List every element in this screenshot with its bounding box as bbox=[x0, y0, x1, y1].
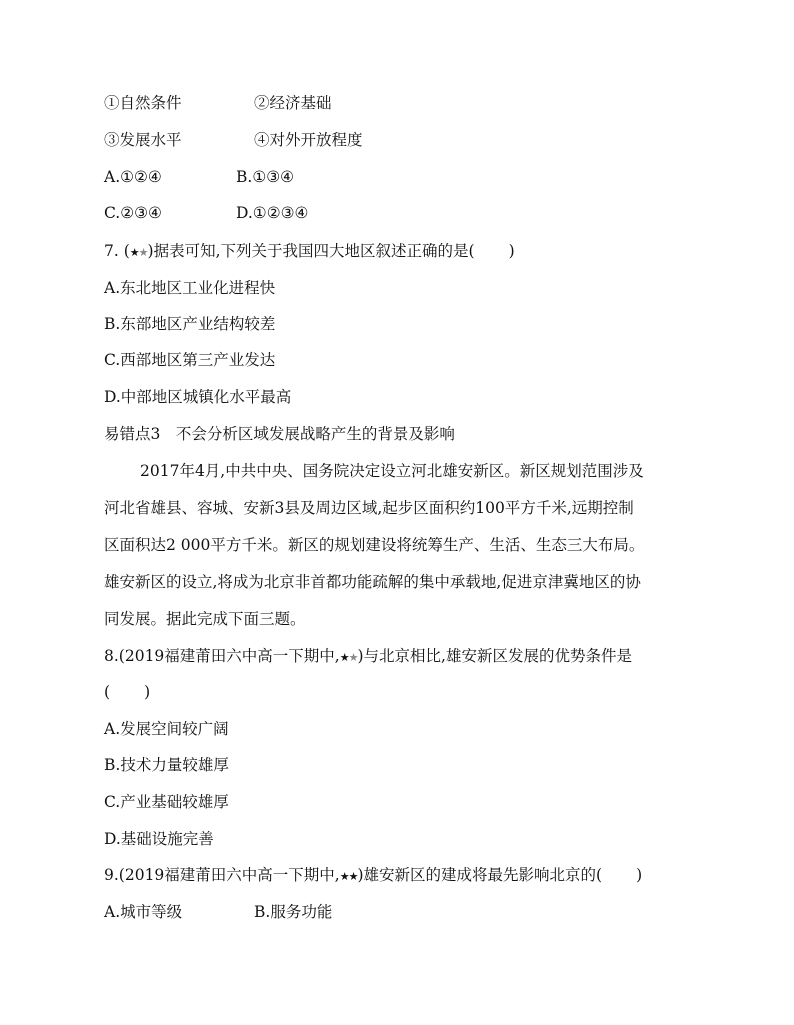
passage-line-3: 区面积达2 000平方千米。新区的规划建设将统筹生产、生活、生态三大布局。 bbox=[104, 536, 645, 554]
q8-stem: )与北京相比,雄安新区发展的优势条件是 bbox=[357, 647, 632, 665]
bracket-open: ( bbox=[104, 683, 111, 701]
q7-number: 7. bbox=[104, 242, 119, 260]
star-rating-icon: ★★ bbox=[339, 651, 358, 664]
q7-stem: 据表可知,下列关于我国四大地区叙述正确的是( bbox=[153, 242, 475, 260]
passage-line-2: 河北省雄县、容城、安新3县及周边区域,起步区面积约100平方千米,远期控制 bbox=[104, 499, 634, 517]
q7-close: ) bbox=[508, 242, 515, 260]
q7-difficulty: (★★) bbox=[123, 242, 154, 260]
q9-choice-a: A.城市等级 bbox=[104, 903, 183, 921]
q9-stem: )雄安新区的建成将最先影响北京的( bbox=[357, 866, 603, 884]
q8-choice-c: C.产业基础较雄厚 bbox=[104, 793, 229, 811]
q6-opt1: ①自然条件 bbox=[104, 94, 182, 112]
q9-stem-line bbox=[104, 864, 642, 888]
star-rating-icon: ★★ bbox=[129, 246, 148, 259]
q8-answer-bracket bbox=[104, 681, 150, 703]
passage-line-5: 同发展。据此完成下面三题。 bbox=[104, 610, 306, 628]
q8-number: 8. bbox=[104, 647, 119, 665]
q6-choice-a: A.①②④ bbox=[104, 168, 162, 186]
q7-choice-b: B.东部地区产业结构较差 bbox=[104, 315, 276, 333]
q7-choice-c: C.西部地区第三产业发达 bbox=[104, 351, 276, 369]
q8-choice-b: B.技术力量较雄厚 bbox=[104, 756, 229, 774]
q8-source: (2019福建莆田六中高一下期中, bbox=[118, 647, 340, 665]
q6-option-row-1 bbox=[104, 92, 182, 114]
q9-source: (2019福建莆田六中高一下期中, bbox=[118, 866, 340, 884]
q6-choice-d: D.①②③④ bbox=[236, 204, 309, 222]
q8-choice-d: D.基础设施完善 bbox=[104, 830, 214, 848]
q6-opt2: ②经济基础 bbox=[254, 94, 332, 112]
q6-choice-c: C.②③④ bbox=[104, 204, 162, 222]
star-rating-icon: ★★ bbox=[339, 870, 358, 883]
q7-choice-a: A.东北地区工业化进程快 bbox=[104, 279, 276, 297]
q6-choice-b: B.①③④ bbox=[236, 168, 295, 186]
q7-stem-line bbox=[104, 240, 515, 264]
bracket-close: ) bbox=[144, 683, 151, 701]
q9-number: 9. bbox=[104, 866, 119, 884]
passage-line-4: 雄安新区的设立,将成为北京非首都功能疏解的集中承载地,促进京津冀地区的协 bbox=[104, 573, 641, 591]
q6-opt3: ③发展水平 bbox=[104, 131, 182, 149]
q6-opt4: ④对外开放程度 bbox=[254, 131, 363, 149]
passage-line-1: 2017年4月,中共中央、国务院决定设立河北雄安新区。新区规划范围涉及 bbox=[140, 462, 644, 480]
q9-close: ) bbox=[636, 866, 643, 884]
q8-stem-line bbox=[104, 645, 632, 669]
q7-choice-d: D.中部地区城镇化水平最高 bbox=[104, 388, 292, 406]
q8-choice-a: A.发展空间较广阔 bbox=[104, 720, 229, 738]
q9-choice-b: B.服务功能 bbox=[254, 903, 333, 921]
section-title: 易错点3 不会分析区域发展战略产生的背景及影响 bbox=[104, 425, 455, 443]
